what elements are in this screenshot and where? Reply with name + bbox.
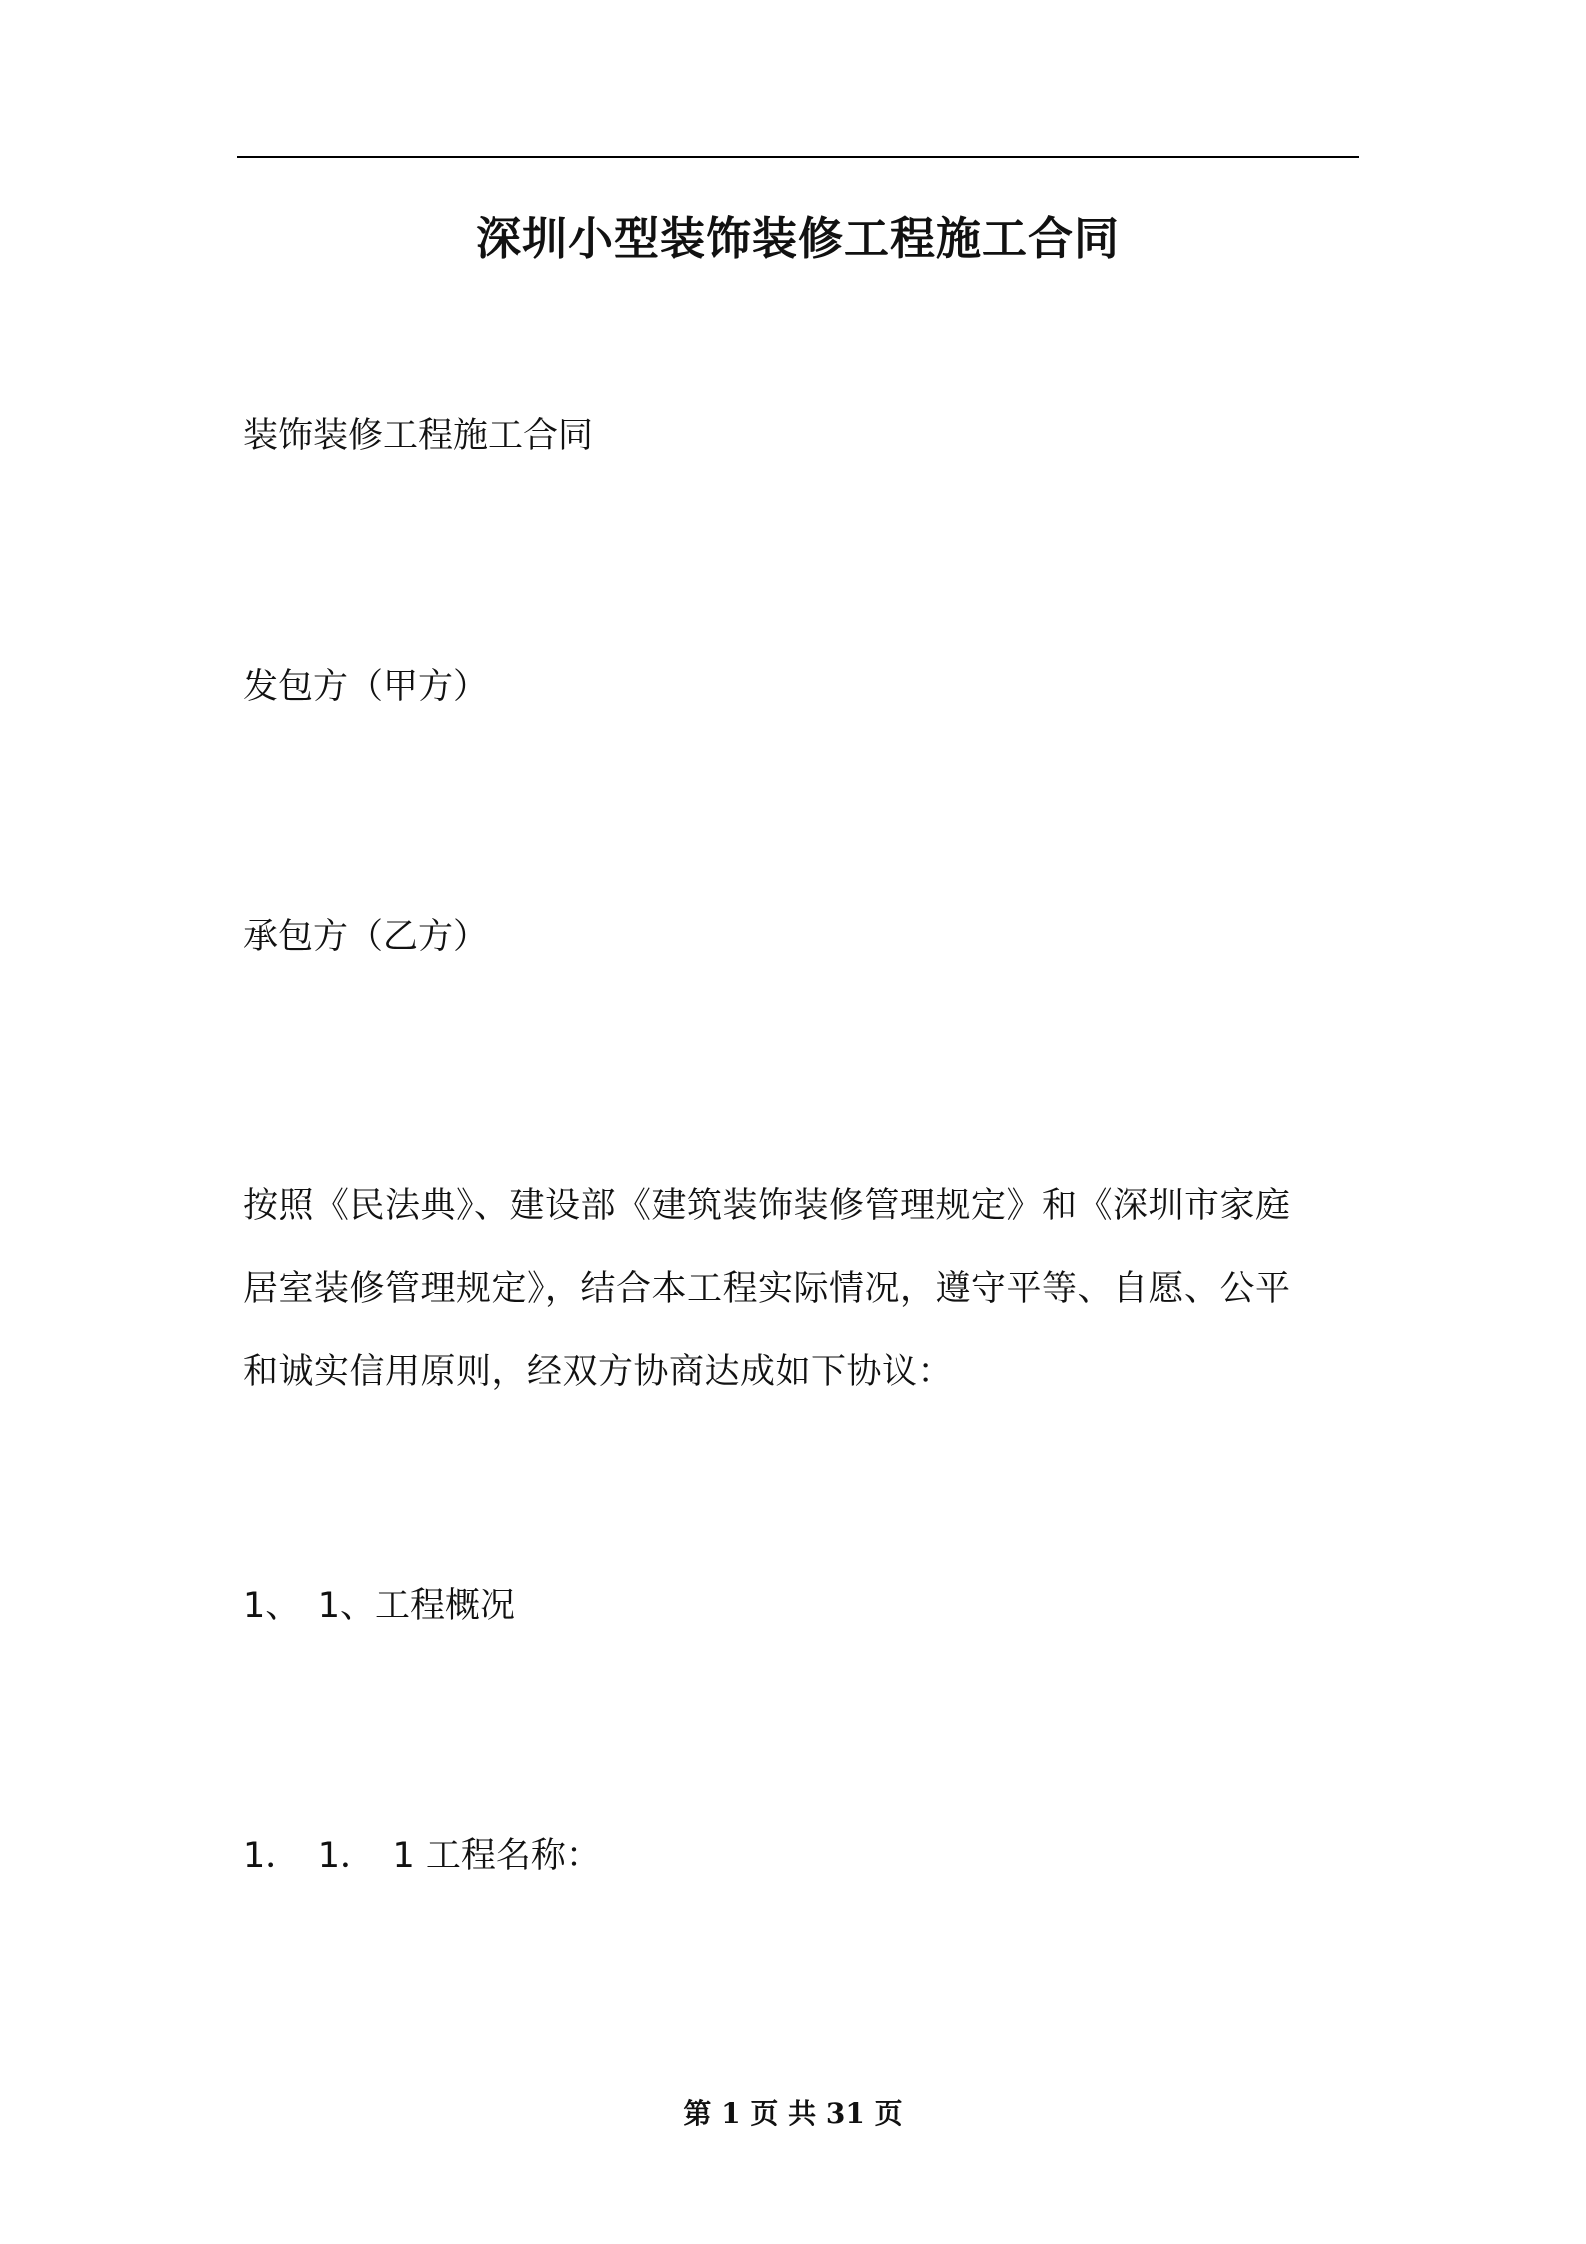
header-rule xyxy=(237,156,1359,158)
document-title: 深圳小型装饰装修工程施工合同 xyxy=(475,212,1120,265)
party-b-label: 承包方（乙方） xyxy=(243,917,489,957)
preamble-line: 按照《民法典》、建设部《建筑装饰装修管理规定》和《深圳市家庭 xyxy=(243,1186,1291,1226)
page-number: 第 1 页 共 31 页 xyxy=(683,2097,903,2130)
subsection-heading: 1． 1． 1 工程名称： xyxy=(243,1836,601,1876)
section-heading: 1、 1、工程概况 xyxy=(243,1586,516,1626)
preamble-line: 居室装修管理规定》，结合本工程实际情况，遵守平等、自愿、公平 xyxy=(243,1269,1291,1309)
contract-subtitle: 装饰装修工程施工合同 xyxy=(243,416,594,456)
preamble-line: 和诚实信用原则，经双方协商达成如下协议： xyxy=(243,1352,954,1392)
party-a-label: 发包方（甲方） xyxy=(243,667,489,707)
preamble-paragraph xyxy=(243,1165,1359,1414)
